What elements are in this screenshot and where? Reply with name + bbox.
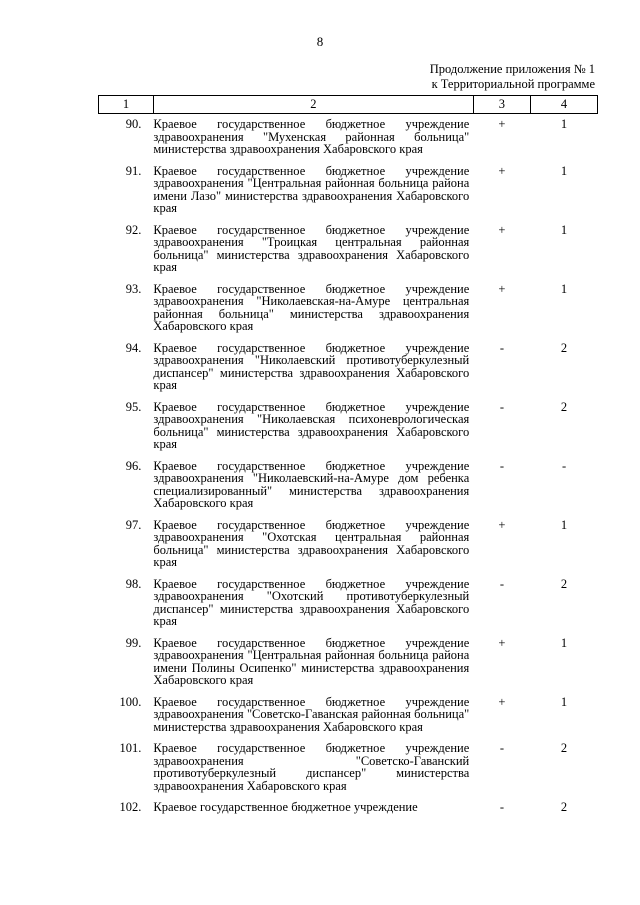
column-3-mark: - [499, 458, 505, 473]
table-row [99, 633, 598, 692]
row-number: 94. [125, 340, 142, 355]
table-row [99, 161, 598, 220]
table-row [99, 397, 598, 456]
institution-name: Краевое государственное бюджетное учреждение здравоохранения "Охотский противотуберкулезный диспансер" министерства здравоохранения Хабаровского края [153, 576, 470, 628]
table-row [99, 220, 598, 279]
row-number: 95. [125, 399, 142, 414]
table-row [99, 692, 598, 739]
column-4-value: 1 [560, 694, 568, 709]
institution-name: Краевое государственное бюджетное учреждение здравоохранения "Советско-Гаванский противотуберкулезный диспансер" министерства здравоохранения Хабаровского края [153, 741, 470, 793]
column-4-value: 2 [560, 800, 568, 814]
table-row [99, 738, 598, 797]
column-4-value: 1 [560, 635, 568, 650]
institution-name: Краевое государственное бюджетное учреждение здравоохранения "Советско-Гаванская районная больница" министерства здравоохранения Хабаровского края [153, 694, 470, 734]
column-3-mark: + [498, 222, 506, 237]
column-4-value: 1 [560, 222, 568, 237]
column-4-value: 2 [560, 576, 568, 591]
column-4-value: 1 [560, 517, 568, 532]
column-3-mark: + [498, 281, 506, 296]
institution-name: Краевое государственное бюджетное учреждение здравоохранения "Николаевская-на-Амуре центральная районная больница" министерства здравоохранения Хабаровского края [153, 281, 470, 333]
header-col-2: 2 [153, 96, 473, 114]
institution-name: Краевое государственное бюджетное учреждение здравоохранения "Мухенская районная больница" министерства здравоохранения Хабаровского края [153, 117, 470, 156]
table-header-row [99, 96, 598, 114]
row-number: 102. [119, 800, 142, 814]
institution-name: Краевое государственное бюджетное учреждение здравоохранения "Охотская центральная районная больница" министерства здравоохранения Хабаровского края [153, 517, 470, 569]
table-row [99, 114, 598, 161]
table-body [99, 114, 598, 819]
column-3-mark: + [498, 694, 506, 709]
institutions-table [98, 95, 598, 819]
table-row [99, 574, 598, 633]
row-number: 91. [125, 163, 142, 178]
header-col-1: 1 [99, 96, 154, 114]
row-number: 90. [125, 117, 142, 131]
column-3-mark: + [498, 117, 506, 131]
row-number: 97. [125, 517, 142, 532]
institution-name: Краевое государственное бюджетное учреждение здравоохранения "Николаевская психоневрологическая больница" министерства здравоохранения Хабаровского края [153, 399, 470, 451]
annex-line-2: к Территориальной программе [431, 77, 595, 91]
institution-name: Краевое государственное бюджетное учреждение [153, 800, 418, 814]
header-col-3: 3 [473, 96, 530, 114]
row-number: 96. [125, 458, 142, 473]
column-3-mark: + [498, 517, 506, 532]
column-3-mark: - [499, 800, 505, 814]
header-col-4: 4 [531, 96, 598, 114]
column-3-mark: + [498, 635, 506, 650]
table-row [99, 515, 598, 574]
institution-name: Краевое государственное бюджетное учреждение здравоохранения "Николаевский-на-Амуре дом ребенка специализированный" министерства здравоохранения Хабаровского края [153, 458, 470, 510]
table-row [99, 456, 598, 515]
column-4-value: 1 [560, 281, 568, 296]
table-row [99, 338, 598, 397]
row-number: 98. [125, 576, 142, 591]
page-number: 8 [316, 34, 324, 49]
row-number: 101. [119, 741, 142, 755]
institution-name: Краевое государственное бюджетное учреждение здравоохранения "Николаевский противотуберкулезный диспансер" министерства здравоохранения Хабаровского края [153, 340, 470, 392]
column-3-mark: + [498, 163, 506, 178]
institution-name: Краевое государственное бюджетное учреждение здравоохранения "Троицкая центральная районная больница" министерства здравоохранения Хабаровского края [153, 222, 470, 274]
column-4-value: - [561, 458, 567, 473]
column-3-mark: - [499, 741, 505, 755]
row-number: 99. [125, 635, 142, 650]
column-4-value: 2 [560, 741, 568, 755]
column-4-value: 2 [560, 340, 568, 355]
table-row [99, 797, 598, 819]
column-3-mark: - [499, 340, 505, 355]
institution-name: Краевое государственное бюджетное учреждение здравоохранения "Центральная районная больница района имени Полины Осипенко" министерства здравоохранения Хабаровского края [153, 635, 470, 687]
table-row [99, 279, 598, 338]
row-number: 92. [125, 222, 142, 237]
column-4-value: 1 [560, 163, 568, 178]
column-4-value: 1 [560, 117, 568, 131]
annex-line-1: Продолжение приложения № 1 [429, 62, 595, 76]
column-3-mark: - [499, 576, 505, 591]
column-3-mark: - [499, 399, 505, 414]
column-4-value: 2 [560, 399, 568, 414]
annex-caption [430, 62, 595, 92]
row-number: 93. [125, 281, 142, 296]
institution-name: Краевое государственное бюджетное учреждение здравоохранения "Центральная районная больница района имени Лазо" министерства здравоохранения Хабаровского края [153, 163, 470, 215]
row-number: 100. [119, 694, 142, 709]
